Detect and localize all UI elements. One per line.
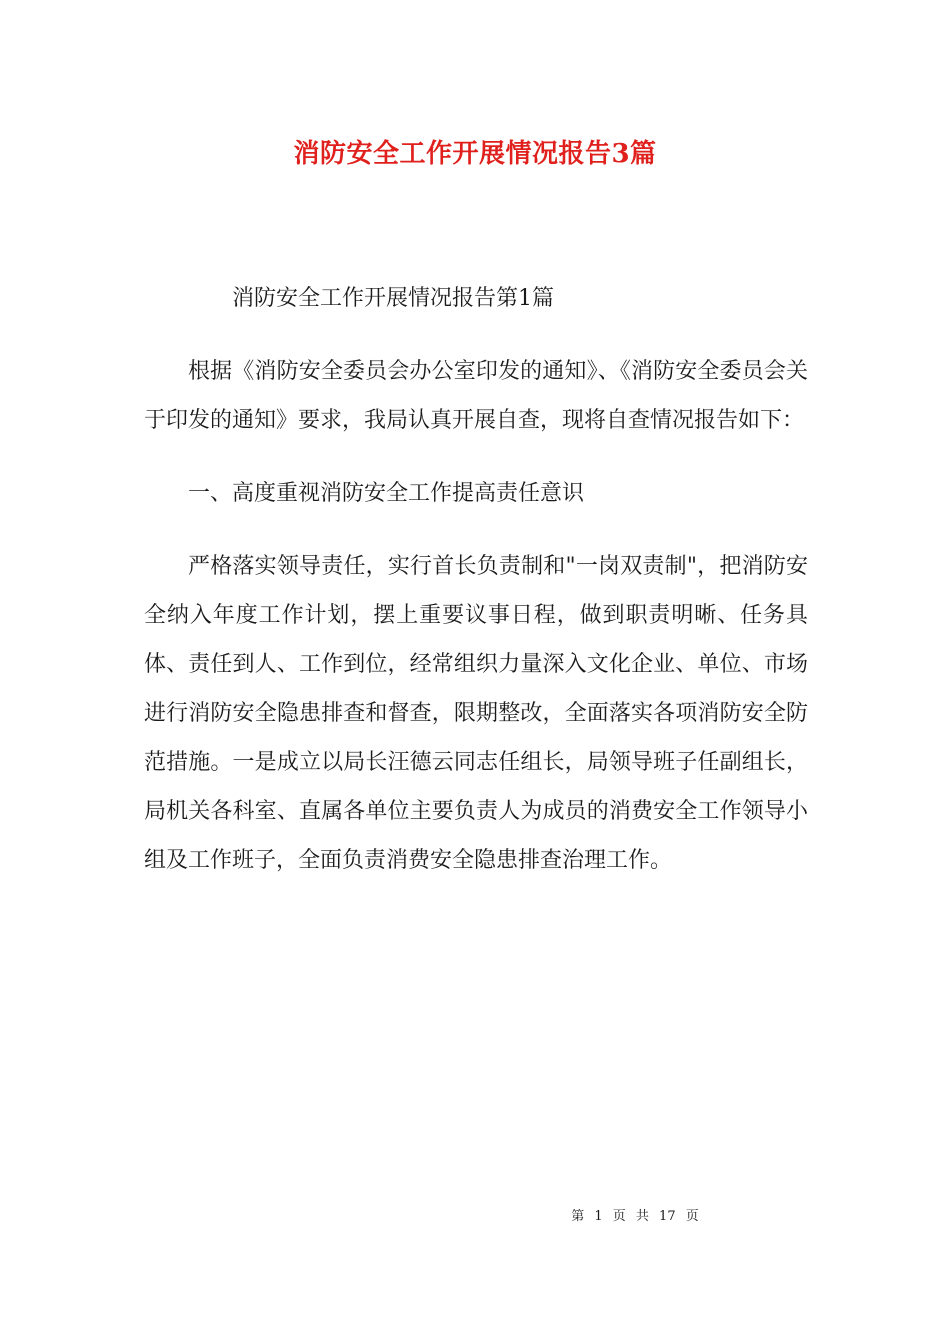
paragraph-intro: 根据《消防安全委员会办公室印发的通知》、《消防安全委员会关于印发的通知》要求，我局认真开展自查，现将自查情况报告如下：: [144, 359, 808, 433]
section-subtitle: 消防安全工作开展情况报告第1篇: [232, 286, 554, 311]
paragraph-responsibility: 严格落实领导责任，实行首长负责制和"一岗双责制"，把消防安全纳入年度工作计划，摆上重要议事日程，做到职责明晰、任务具体、责任到人、工作到位，经常组织力量深入文化企业、单位、市场进行消防安全隐患排查和督查，限期整改，全面落实各项消防安全防范措施。一是成立以局长汪德云同志任组长，局领导班子任副组长，局机关各科室、直属各单位主要负责人为成员的消费安全工作领导小组及工作班子，全面负责消费安全隐患排查治理工作。: [144, 554, 808, 873]
document-body: [144, 274, 808, 909]
paragraph-heading-one: 一、高度重视消防安全工作提高责任意识: [188, 481, 585, 506]
document-title: 消防安全工作开展情况报告3篇: [293, 139, 657, 169]
page-footer: [0, 1207, 950, 1227]
page-number: 第 1 页 共 17 页: [571, 1209, 699, 1224]
